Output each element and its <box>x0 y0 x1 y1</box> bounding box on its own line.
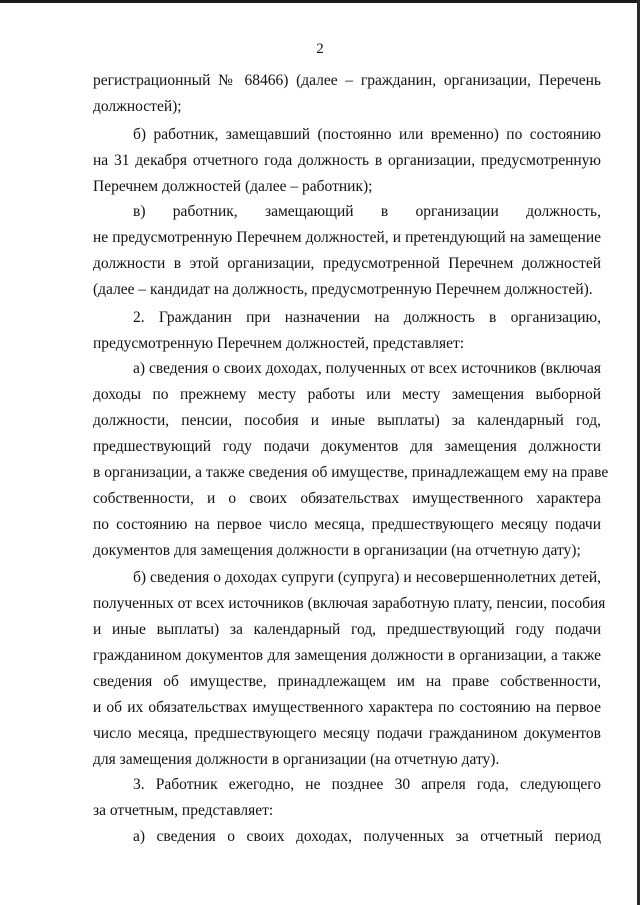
scan-border-top <box>0 0 640 3</box>
text-line: 3. Работник ежегодно, не позднее 30 апреля года, следующего <box>133 776 601 793</box>
text-line: предшествующий году подачи документов для замещения должности <box>93 438 601 455</box>
text-line: Перечнем должностей (далее – работник); <box>93 178 373 195</box>
text-line: не предусмотренную Перечнем должностей, и претендующий на замещение <box>93 229 601 246</box>
text-line: на 31 декабря отчетного года должность в организации, предусмотренную <box>93 152 601 169</box>
text-line: гражданином документов для замещения должности в организации, а также <box>93 647 601 664</box>
text-line: (далее – кандидат на должность, предусмотренную Перечнем должностей). <box>93 281 593 298</box>
text-line: сведения об имуществе, принадлежащем им на праве собственности, <box>93 673 601 690</box>
text-line: 2. Гражданин при назначении на должность в организацию, <box>133 309 601 326</box>
text-line: за отчетным, представляет: <box>93 802 274 819</box>
text-line: в организации, а также сведения об имуществе, принадлежащем ему на праве <box>93 464 609 481</box>
text-line: доходы по прежнему месту работы или месту замещения выборной <box>93 386 601 403</box>
text-line: а) сведения о своих доходах, полученных за отчетный период <box>133 828 601 845</box>
text-line: и об их обязательствах имущественного характера по состоянию на первое <box>93 699 601 716</box>
text-line: должности, пенсии, пособия и иные выплаты) за календарный год, <box>93 412 601 429</box>
text-line: предусмотренную Перечнем должностей, представляет: <box>93 335 465 352</box>
text-line: регистрационный № 68466) (далее – гражданин, организации, Перечень <box>93 72 601 89</box>
text-line: по состоянию на первое число месяца, предшествующего месяцу подачи <box>93 516 601 533</box>
text-line: и иные выплаты) за календарный год, предшествующий году подачи <box>93 621 601 638</box>
text-line: должностей); <box>93 98 182 115</box>
text-line: число месяца, предшествующего месяцу подачи гражданином документов <box>93 725 601 742</box>
text-line: а) сведения о своих доходах, полученных от всех источников (включая <box>133 360 601 377</box>
text-line: должности в этой организации, предусмотренной Перечнем должностей <box>93 255 601 272</box>
text-line: в) работник, замещающий в организации должность, <box>133 203 601 220</box>
text-line: собственности, и о своих обязательствах имущественного характера <box>93 490 601 507</box>
text-line: полученных от всех источников (включая заработную плату, пенсии, пособия <box>93 595 606 612</box>
text-line: б) сведения о доходах супруги (супруга) и несовершеннолетних детей, <box>133 569 601 586</box>
text-line: для замещения должности в организации (на отчетную дату). <box>93 751 500 768</box>
text-line: документов для замещения должности в организации (на отчетную дату); <box>93 542 581 559</box>
page-number: 2 <box>316 41 324 57</box>
text-line: б) работник, замещавший (постоянно или временно) по состоянию <box>133 126 601 143</box>
